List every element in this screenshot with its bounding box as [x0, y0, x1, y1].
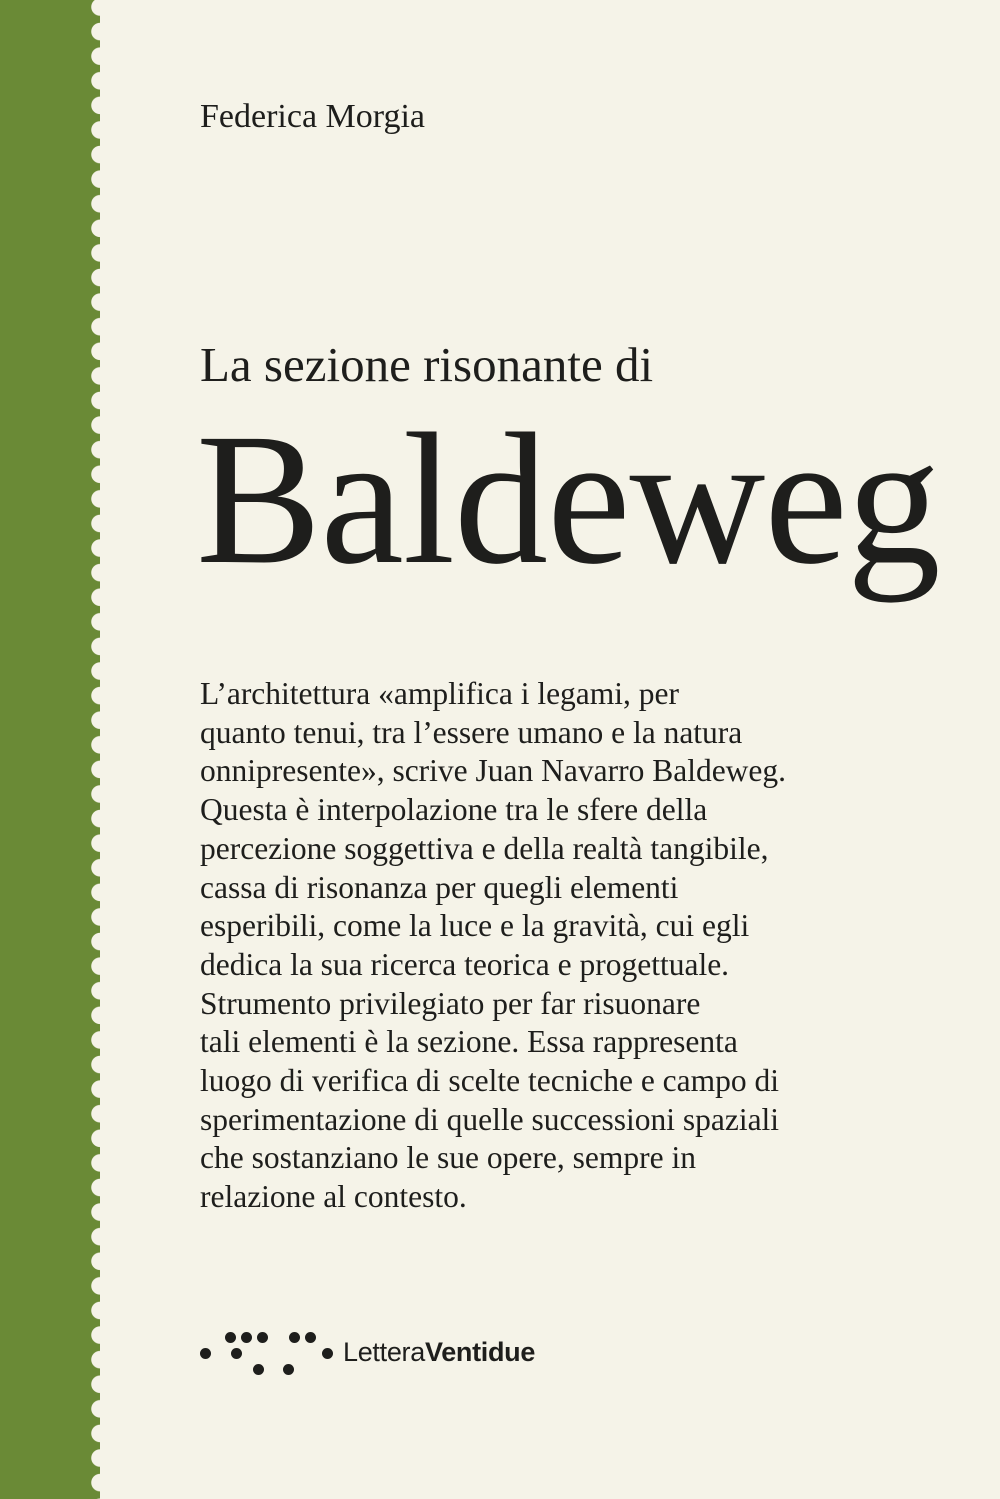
- logo-dot-icon: [257, 1332, 268, 1343]
- blurb-line: che sostanziano le sue opere, sempre in: [200, 1140, 696, 1176]
- scalloped-edge: [88, 0, 100, 1499]
- blurb-line: Strumento privilegiato per far risuonare: [200, 985, 701, 1021]
- green-spine-band: [0, 0, 100, 1499]
- blurb-line: relazione al contesto.: [200, 1179, 467, 1215]
- book-subtitle: La sezione risonante di: [200, 337, 654, 392]
- logo-dot-icon: [322, 1348, 333, 1359]
- book-title: Baldeweg: [196, 394, 940, 603]
- blurb-line: dedica la sua ricerca teorica e progettuale.: [200, 946, 730, 982]
- logo-dot-icon: [200, 1348, 211, 1359]
- logo-dot-icon: [289, 1332, 300, 1343]
- author-name: Federica Morgia: [200, 98, 426, 135]
- logo-dot-icon: [225, 1332, 236, 1343]
- publisher-name-bold: Ventidue: [424, 1337, 536, 1367]
- blurb-line: Questa è interpolazione tra le sfere della: [200, 792, 708, 828]
- publisher-name-light: Lettera: [343, 1337, 425, 1367]
- logo-dot-icon: [241, 1332, 252, 1343]
- blurb-line: sperimentazione di quelle successioni spaziali: [200, 1101, 780, 1137]
- blurb-line: percezione soggettiva e della realtà tangibile,: [200, 830, 769, 866]
- publisher-logo: [195, 1325, 555, 1380]
- cover-blurb: [200, 675, 786, 1217]
- blurb-line: quanto tenui, tra l’essere umano e la natura: [200, 714, 743, 750]
- logo-dot-icon: [283, 1364, 294, 1375]
- logo-dot-icon: [305, 1332, 316, 1343]
- logo-dot-icon: [231, 1348, 242, 1359]
- logo-dot-icon: [253, 1364, 264, 1375]
- publisher-name: [343, 1337, 535, 1368]
- blurb-line: cassa di risonanza per quegli elementi: [200, 869, 679, 905]
- blurb-line: L’architettura «amplifica i legami, per: [200, 676, 680, 711]
- blurb-line: tali elementi è la sezione. Essa rappresenta: [200, 1024, 738, 1060]
- blurb-line: luogo di verifica di scelte tecniche e campo di: [200, 1063, 780, 1099]
- blurb-line: esperibili, come la luce e la gravità, cui egli: [200, 908, 750, 944]
- blurb-line: onnipresente», scrive Juan Navarro Baldeweg.: [200, 753, 787, 789]
